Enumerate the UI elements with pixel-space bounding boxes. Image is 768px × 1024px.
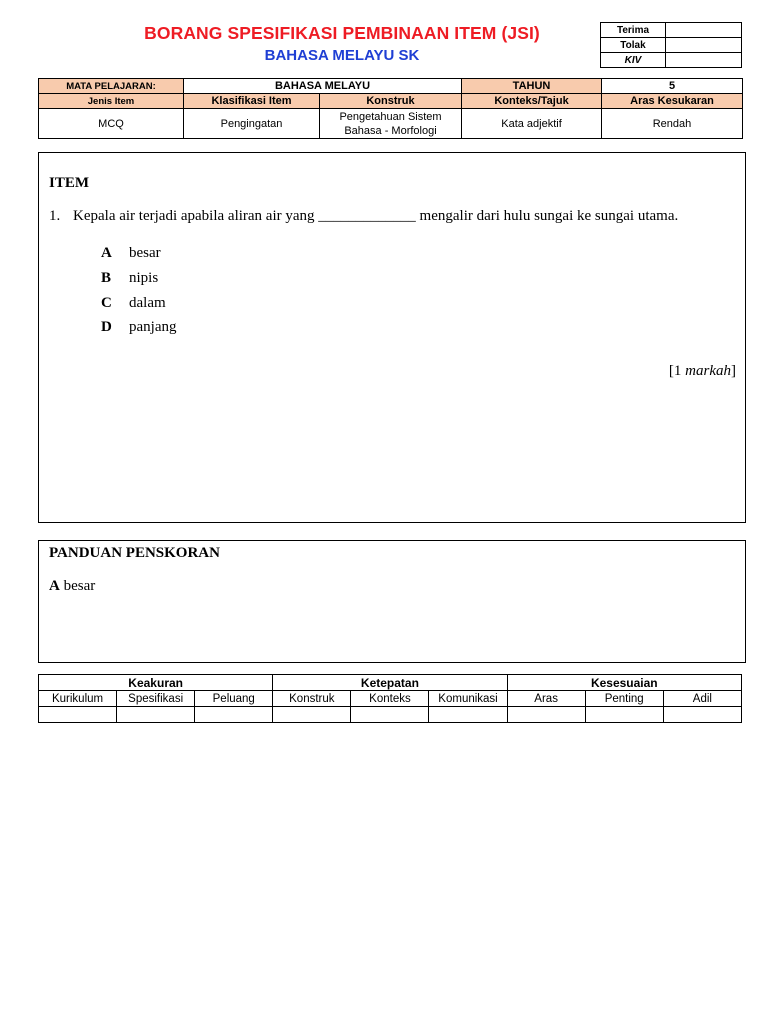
col-spesifikasi: Spesifikasi: [117, 691, 195, 707]
status-terima-box[interactable]: [666, 23, 742, 38]
col-konstruk: Konstruk: [273, 691, 351, 707]
cell-spesifikasi[interactable]: [117, 707, 195, 723]
option-text: besar: [129, 245, 161, 261]
scoring-guide-heading: PANDUAN PENSKORAN: [49, 545, 220, 561]
item-box: [38, 152, 746, 523]
status-tolak-box[interactable]: [666, 38, 742, 53]
tahun-value: 5: [602, 79, 743, 94]
header-konstruk: Konstruk: [320, 94, 462, 109]
status-kiv-box[interactable]: [666, 53, 742, 68]
header-klasifikasi-item: Klasifikasi Item: [184, 94, 320, 109]
col-peluang: Peluang: [195, 691, 273, 707]
question-number: 1.: [49, 208, 61, 224]
mata-pelajaran-value: BAHASA MELAYU: [184, 79, 462, 94]
col-konteks: Konteks: [351, 691, 429, 707]
status-tolak-label: Tolak: [601, 38, 666, 53]
header-konteks-tajuk: Konteks/Tajuk: [462, 94, 602, 109]
option-text: nipis: [129, 270, 159, 286]
item-heading: ITEM: [49, 175, 90, 191]
question: [49, 208, 678, 225]
col-adil: Adil: [663, 691, 741, 707]
option-d[interactable]: [101, 319, 176, 336]
col-komunikasi: Komunikasi: [429, 691, 507, 707]
option-letter: A: [101, 245, 112, 261]
marks-number: 1: [673, 363, 682, 379]
evaluation-table: [38, 674, 742, 723]
marks-label: [1 markah]: [668, 363, 736, 379]
cell-adil[interactable]: [663, 707, 741, 723]
cell-komunikasi[interactable]: [429, 707, 507, 723]
scoring-guide-answer: [49, 578, 95, 595]
cell-aras[interactable]: [507, 707, 585, 723]
cell-peluang[interactable]: [195, 707, 273, 723]
cell-kurikulum[interactable]: [39, 707, 117, 723]
value-klasifikasi-item: Pengingatan: [184, 109, 320, 139]
form-subtitle: BAHASA MELAYU SK: [264, 47, 420, 64]
col-kurikulum: Kurikulum: [39, 691, 117, 707]
cell-konstruk[interactable]: [273, 707, 351, 723]
group-kesesuaian: Kesesuaian: [507, 675, 741, 691]
value-aras-kesukaran: Rendah: [602, 109, 743, 139]
mata-pelajaran-label: MATA PELAJARAN:: [39, 79, 184, 94]
option-letter: B: [101, 270, 112, 286]
header-jenis-item: Jenis Item: [39, 94, 184, 109]
marks-word: markah: [685, 363, 731, 379]
cell-penting[interactable]: [585, 707, 663, 723]
option-text: panjang: [129, 319, 177, 335]
col-aras: Aras: [507, 691, 585, 707]
info-table: [38, 78, 743, 139]
group-ketepatan: Ketepatan: [273, 675, 507, 691]
status-terima-label: Terima: [601, 23, 666, 38]
group-keakuran: Keakuran: [39, 675, 273, 691]
option-b[interactable]: [101, 270, 158, 287]
form-title: BORANG SPESIFIKASI PEMBINAAN ITEM (JSI): [144, 23, 540, 43]
col-penting: Penting: [585, 691, 663, 707]
answer-text: besar: [63, 578, 96, 594]
tahun-label: TAHUN: [462, 79, 602, 94]
value-konstruk: Pengetahuan Sistem Bahasa - Morfologi: [320, 109, 462, 139]
option-letter: C: [101, 295, 112, 311]
scoring-guide-box: [38, 540, 746, 663]
answer-letter: A: [49, 578, 60, 594]
status-kiv-label: KIV: [601, 53, 666, 68]
value-konteks-tajuk: Kata adjektif: [462, 109, 602, 139]
option-c[interactable]: [101, 295, 166, 312]
header-aras-kesukaran: Aras Kesukaran: [602, 94, 743, 109]
option-letter: D: [101, 319, 112, 335]
question-text: Kepala air terjadi apabila aliran air yang _____________ mengalir dari hulu sungai ke sungai utama.: [73, 208, 679, 224]
option-a[interactable]: [101, 245, 161, 262]
cell-konteks[interactable]: [351, 707, 429, 723]
status-table: [600, 22, 742, 68]
option-text: dalam: [129, 295, 166, 311]
value-jenis-item: MCQ: [39, 109, 184, 139]
